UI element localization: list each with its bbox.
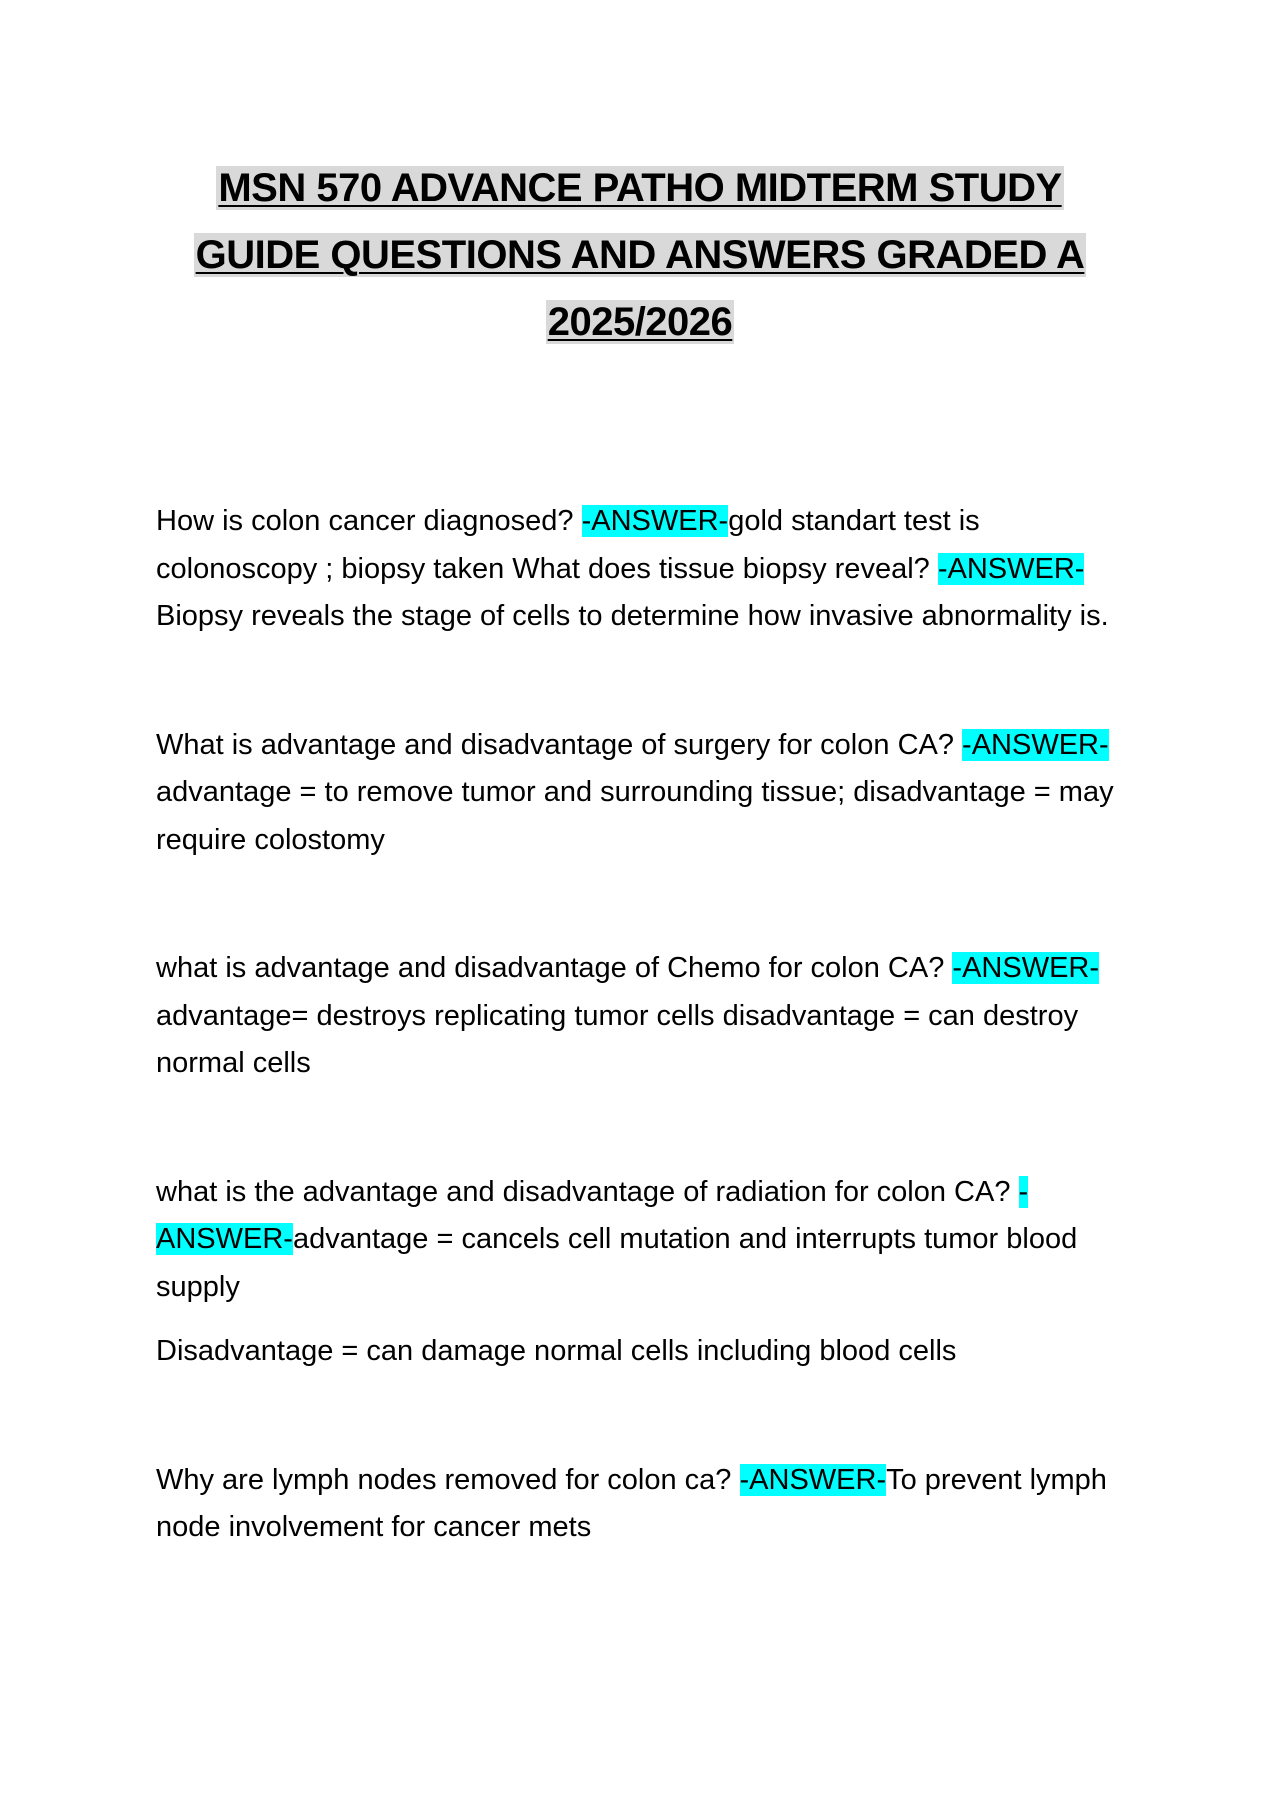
qa-item-colon-diagnosis bbox=[156, 498, 1136, 641]
answer-tag: -ANSWER- bbox=[156, 1175, 1029, 1255]
answer-text: To prevent lymph node involvement for cancer mets bbox=[156, 1463, 1107, 1543]
answer-text: Biopsy reveals the stage of cells to determine how invasive abnormality is. bbox=[156, 600, 1109, 632]
qa-item-surgery bbox=[156, 722, 1136, 865]
answer-tag: -ANSWER- bbox=[739, 1463, 887, 1496]
answer-tag: -ANSWER- bbox=[581, 505, 729, 537]
radiation-answer bbox=[156, 1169, 1136, 1312]
radiation-disadvantage: Disadvantage = can damage normal cells including blood cells bbox=[156, 1335, 957, 1367]
answer-text: advantage = cancels cell mutation and interrupts tumor blood supply bbox=[156, 1223, 1078, 1303]
title-line-3: 2025/2026 bbox=[547, 300, 733, 344]
answer-tag: -ANSWER- bbox=[962, 728, 1109, 761]
question-text: Why are lymph nodes removed for colon ca? bbox=[156, 1463, 740, 1496]
qa-list bbox=[156, 498, 1136, 1552]
qa-item-lymph-nodes bbox=[156, 1457, 1136, 1552]
qa-item-radiation bbox=[156, 1169, 1136, 1376]
question-text: What is advantage and disadvantage of surgery for colon CA? bbox=[156, 728, 963, 761]
question-text: what is advantage and disadvantage of Chemo for colon CA? bbox=[156, 952, 953, 984]
title-line-1: MSN 570 ADVANCE PATHO MIDTERM STUDY bbox=[218, 166, 1062, 210]
answer-text: gold standart test is colonoscopy ; biopsy taken What does tissue biopsy reveal? bbox=[156, 505, 980, 585]
title-line-2: GUIDE QUESTIONS AND ANSWERS GRADED A bbox=[195, 233, 1085, 277]
qa-item-chemo bbox=[156, 945, 1136, 1088]
answer-text: advantage = to remove tumor and surrounding tissue; disadvantage = may require colostomy bbox=[156, 776, 1114, 856]
answer-tag: -ANSWER- bbox=[952, 952, 1100, 984]
answer-text: advantage= destroys replicating tumor cells disadvantage = can destroy normal cells bbox=[156, 999, 1079, 1079]
answer-tag: -ANSWER- bbox=[937, 552, 1085, 585]
document-title bbox=[150, 155, 1130, 356]
question-text: what is the advantage and disadvantage of radiation for colon CA? bbox=[156, 1175, 1019, 1208]
question-text: How is colon cancer diagnosed? bbox=[156, 505, 582, 537]
